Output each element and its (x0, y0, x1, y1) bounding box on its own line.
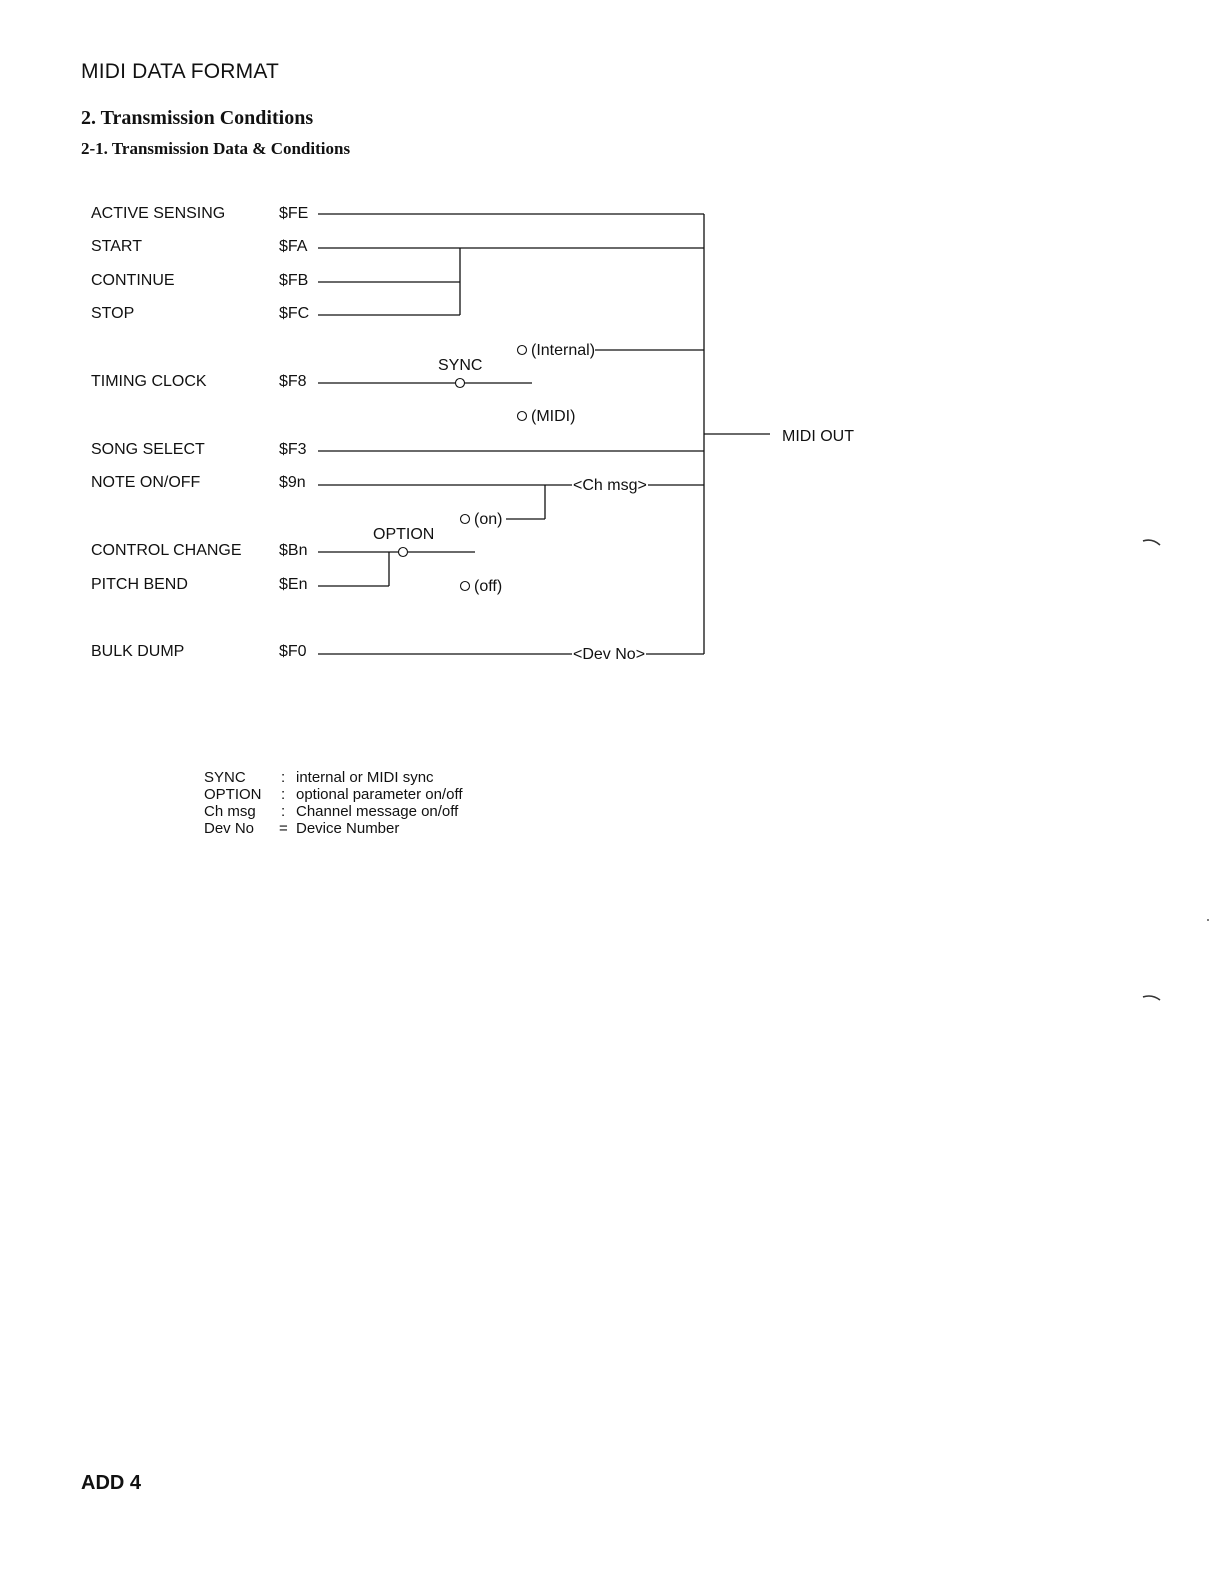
midi-out-label: MIDI OUT (782, 428, 854, 445)
row-label: BULK DUMP (91, 643, 185, 660)
legend-term: SYNC (204, 769, 246, 786)
legend-term: OPTION (204, 786, 262, 803)
row-label: TIMING CLOCK (91, 373, 207, 390)
off-label: (off) (474, 578, 503, 595)
internal-contact (518, 346, 527, 355)
ch-msg-label: <Ch msg> (573, 477, 647, 494)
status-code: $FE (279, 205, 309, 222)
status-code: $F0 (279, 643, 307, 660)
row-label: START (91, 238, 142, 255)
status-code: $F8 (279, 373, 307, 390)
status-code: $9n (279, 474, 306, 491)
legend-description: Channel message on/off (296, 803, 459, 820)
off-contact (461, 582, 470, 591)
sync-switch-pivot (456, 379, 465, 388)
option-switch-pivot (399, 548, 408, 557)
row-label: NOTE ON/OFF (91, 474, 201, 491)
row-label: SONG SELECT (91, 441, 205, 458)
switch-contacts (399, 346, 527, 591)
status-code: $FC (279, 305, 310, 322)
status-code: $FA (279, 238, 308, 255)
status-code: $Bn (279, 542, 308, 559)
legend-term: Ch msg (204, 803, 256, 820)
row-label: CONTINUE (91, 272, 175, 289)
legend-separator: : (281, 803, 286, 820)
section-title: 2. Transmission Conditions (81, 107, 314, 129)
on-label: (on) (474, 511, 503, 528)
legend-separator: : (281, 769, 286, 786)
legend-separator: : (281, 786, 286, 803)
page-header: MIDI DATA FORMAT (81, 60, 280, 83)
status-code: $En (279, 576, 308, 593)
midi-contact (518, 412, 527, 421)
signal-lines (318, 214, 770, 654)
annotation-labels (373, 342, 854, 663)
scan-mark (1207, 919, 1209, 921)
on-contact (461, 515, 470, 524)
legend-description: Device Number (296, 820, 400, 837)
scan-marks (1143, 540, 1209, 1000)
sync-label: SYNC (438, 357, 483, 374)
row-label: CONTROL CHANGE (91, 542, 242, 559)
status-code: $FB (279, 272, 309, 289)
legend-separator: = (279, 820, 288, 837)
row-label: STOP (91, 305, 135, 322)
legend-term: Dev No (204, 820, 255, 837)
option-label: OPTION (373, 526, 435, 543)
row-codes (279, 205, 309, 660)
status-code: $F3 (279, 441, 307, 458)
subsection-title: 2-1. Transmission Data & Conditions (81, 139, 351, 158)
legend-description: optional parameter on/off (296, 786, 463, 803)
internal-label: (Internal) (531, 342, 596, 359)
page-number: ADD 4 (81, 1472, 142, 1494)
midi-label: (MIDI) (531, 408, 576, 425)
row-label: PITCH BEND (91, 576, 188, 593)
scan-mark (1143, 540, 1160, 545)
legend (204, 769, 463, 837)
dev-no-label: <Dev No> (573, 646, 646, 663)
row-labels (91, 205, 242, 660)
scan-mark (1143, 996, 1160, 1000)
legend-description: internal or MIDI sync (296, 769, 434, 786)
row-label: ACTIVE SENSING (91, 205, 226, 222)
